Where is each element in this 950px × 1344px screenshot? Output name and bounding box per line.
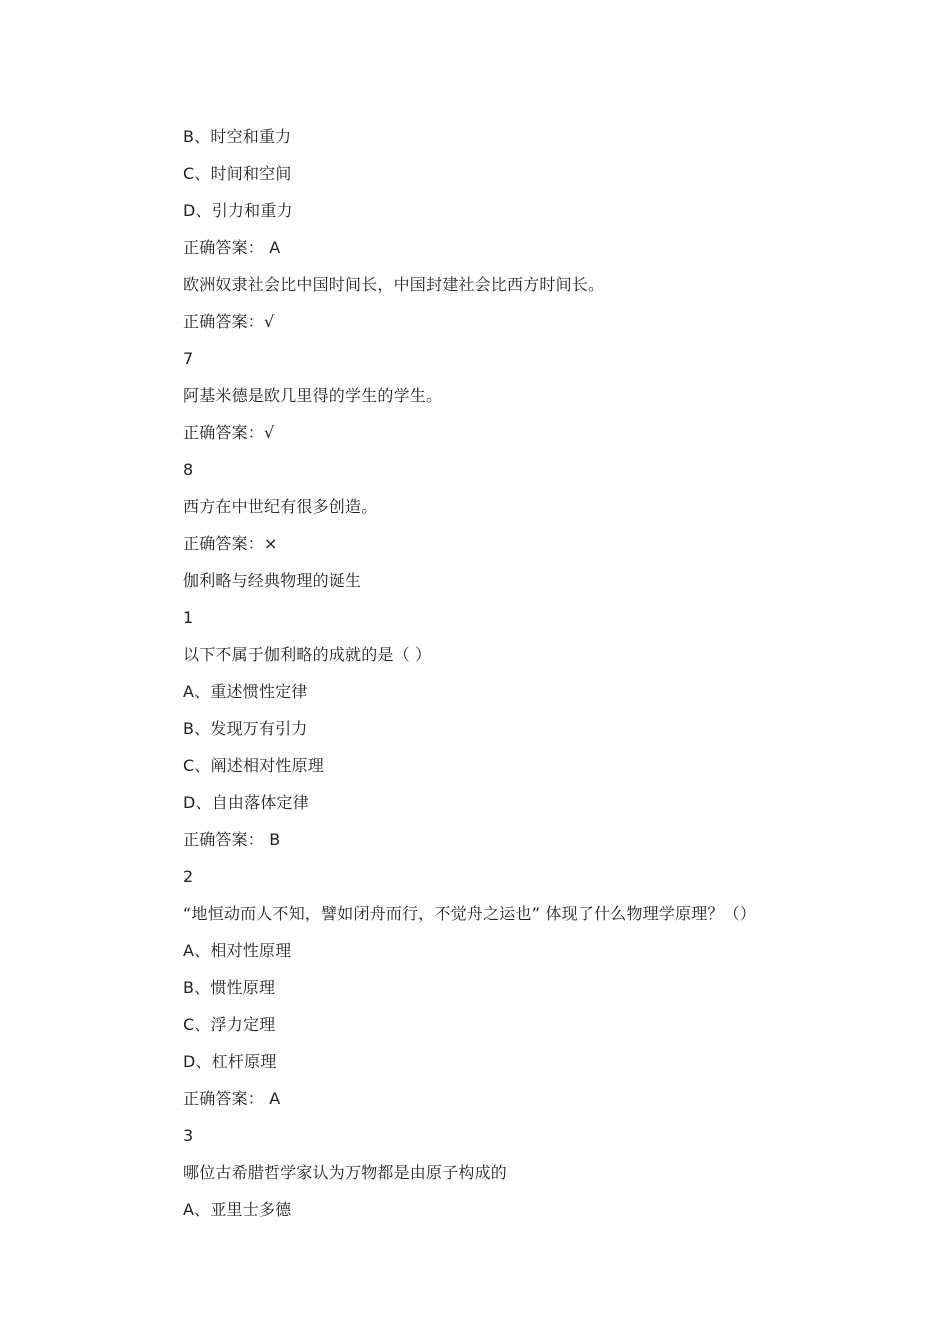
question-number: 7 bbox=[183, 349, 194, 368]
section-heading: 伽利略与经典物理的诞生 bbox=[183, 571, 362, 590]
option-c: C、浮力定理 bbox=[183, 1015, 276, 1034]
option-d: D、杠杆原理 bbox=[183, 1052, 277, 1071]
question-text: 西方在中世纪有很多创造。 bbox=[183, 497, 378, 516]
question-number: 8 bbox=[183, 460, 194, 479]
question-text: 阿基米德是欧几里得的学生的学生。 bbox=[183, 386, 443, 405]
option-b: B、时空和重力 bbox=[183, 127, 292, 146]
option-b: B、惯性原理 bbox=[183, 978, 276, 997]
question-text: 哪位古希腊哲学家认为万物都是由原子构成的 bbox=[183, 1163, 508, 1182]
option-a: A、相对性原理 bbox=[183, 941, 292, 960]
option-a: A、重述惯性定律 bbox=[183, 682, 308, 701]
option-b: B、发现万有引力 bbox=[183, 719, 308, 738]
correct-answer: 正确答案：√ bbox=[183, 423, 275, 442]
correct-answer: 正确答案：× bbox=[183, 534, 278, 553]
question-number: 3 bbox=[183, 1126, 194, 1145]
option-c: C、时间和空间 bbox=[183, 164, 292, 183]
correct-answer: 正确答案： A bbox=[183, 1089, 281, 1108]
option-d: D、自由落体定律 bbox=[183, 793, 309, 812]
option-d: D、引力和重力 bbox=[183, 201, 293, 220]
correct-answer: 正确答案：√ bbox=[183, 312, 275, 331]
correct-answer: 正确答案： B bbox=[183, 830, 281, 849]
question-text: 欧洲奴隶社会比中国时间长，中国封建社会比西方时间长。 bbox=[183, 275, 605, 294]
question-text: 以下不属于伽利略的成就的是（ ） bbox=[183, 645, 432, 664]
correct-answer: 正确答案： A bbox=[183, 238, 281, 257]
document-page bbox=[183, 120, 883, 1230]
question-text: “地恒动而人不知，譬如闭舟而行，不觉舟之运也” 体现了什么物理学原理？（） bbox=[183, 904, 757, 923]
question-number: 2 bbox=[183, 867, 194, 886]
option-c: C、阐述相对性原理 bbox=[183, 756, 324, 775]
question-number: 1 bbox=[183, 608, 194, 627]
option-a: A、亚里士多德 bbox=[183, 1200, 292, 1219]
